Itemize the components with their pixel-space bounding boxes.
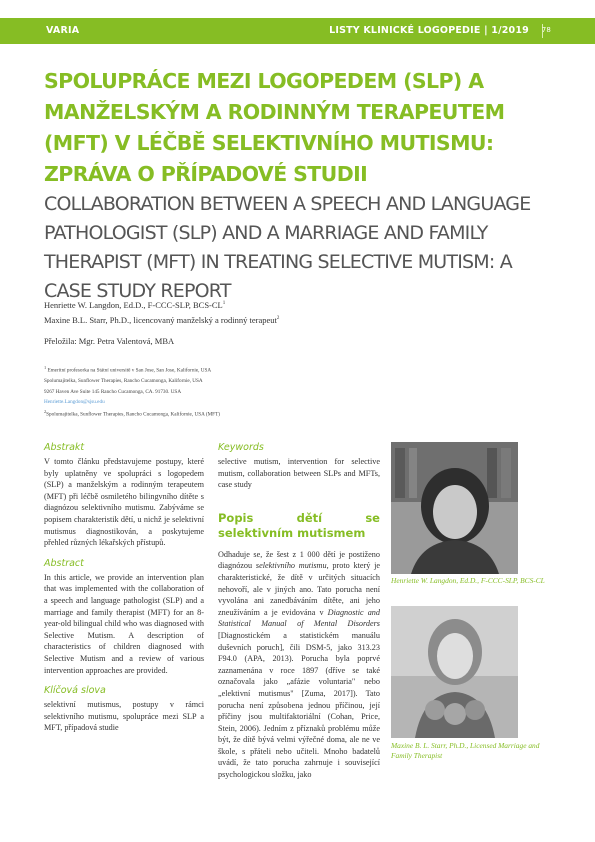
title-czech: SPOLUPRÁCE MEZI LOGOPEDEM (SLP) A MANŽELSKÝM A RODINNÝM TERAPEUTEM (MFT) V LÉČBĚ SELEKTIVNÍHO MUTISMU: ZPRÁVA O PŘÍPADOVÉ STUDII — [44, 69, 505, 186]
affiliation-address: 9267 Haven Ave Suite 145 Rancho Cucamonga, CA. 91730. USA — [44, 388, 182, 395]
klicova-text: selektivní mutismus, postupy v rámci selektivního mutismu, spolupráce mezi SLP a MFT, případová studie — [44, 700, 204, 733]
abstract-text: In this article, we provide an intervention plan that was implemented with the collaboration of a speech and language pathologist (SLP) and a marriage and family therapist (MFT) for an 8-year-old bilingual child who was diagnosed with Selective Mutism. A description of characteristics of children diagnosed with Selective Mutism and a review of various intervention approaches are provided. — [44, 572, 204, 675]
author-1: Henriette W. Langdon, Ed.D., F-CCC-SLP, BCS-$CL^1$ — [44, 299, 226, 310]
translator: Přeložila: Mgr. Petra Valentová, MBA — [44, 336, 175, 346]
affiliation-1: $^1$ Emeritní profesorka na Státní universitě v San Jose, San Jose, Kalifornie, USA — [44, 365, 212, 374]
keywords-heading: Keywords — [218, 442, 264, 453]
author-photo-starr — [391, 606, 518, 738]
caption-starr: Maxine B. L. Starr, Ph.D., Licensed Marriage and Family Therapist — [391, 741, 540, 761]
section-body: Odhaduje se, že šest z 1 000 dětí je postiženo diagnózou selektivního mutismu, proto který je charakteristické, že dítě v určitých situacích nehovoří, ale v jiných ano. Tato porucha není vyvolána ani zanedbáváním dítěte, ani jeho zneužíváním a je evidována v Diagnostic and Statistical Manual of Mental Disorders [Diagnostickém a statistickém manuálu duševních poruch], čili DSM-5, jako 313.23 F94.0 (APA, 2013). Porucha byla poprvé zaznamenána v roce 1897 (dříve se také označovala jako „afázie voluntaria" nebo „elektivní mutismus" [Zuma, 2017]). Tato porucha není způsobena jednou příčinou, její příčiny jsou multifaktoriální (Cohan, Price, Stein, 2006). Jedním z příznaků problému může být, že dítě bývá velmi výřečné doma, ale ne ve škole, s přáteli nebo učiteli. Mnoho badatelů uvádí, že tato porucha zahrnuje i související psychologickou složku, jako — [218, 549, 381, 780]
portrait-2-icon — [391, 606, 518, 738]
caption-langdon: Henriette W. Langdon, Ed.D., F-CCC-SLP, BCS-CL — [391, 576, 545, 585]
email-link[interactable]: Henriette.Langdon@sjsu.edu — [44, 398, 105, 405]
header-section: VARIA — [46, 25, 80, 36]
abstrakt-heading: Abstrakt — [44, 442, 85, 453]
page-number: 78 — [541, 26, 551, 34]
abstract-heading: Abstract — [44, 557, 84, 569]
left-column — [44, 442, 204, 743]
header-journal: LISTY KLINICKÉ LOGOPEDIE | 1/2019 — [329, 25, 529, 36]
header-bar — [0, 18, 595, 44]
klicova-heading: Klíčová slova — [44, 685, 106, 697]
middle-column — [218, 442, 380, 790]
section-heading: Popis dětí se selektivním mutismem — [218, 510, 380, 540]
portrait-1-icon — [391, 442, 518, 574]
author-photo-langdon — [391, 442, 518, 574]
affiliations — [44, 363, 544, 421]
affiliation-1b: Spolumajitelka, Sunflower Therapies, Rancho Cucamonga, Kalifornie, USA — [44, 378, 203, 385]
abstrakt-text: V tomto článku představujeme postupy, které byly uplatněny ve spolupráci s logopedem (SLP) a manželským a rodinným terapeutem (MFT) při léčbě osmiletého bilingvního dítěte s diagnózou selektivního mutismu. Zabýváme se popisem charakteristik dětí, u nichž je selektivní mutismus diagnostikován, a poskytujeme přehled různých lékařských přístupů. — [44, 457, 204, 548]
author-2: Maxine B.L. Starr, Ph.D., licencovaný manželský a rodinný terapeut$^2$ — [44, 314, 280, 325]
title-english: COLLABORATION BETWEEN A SPEECH AND LANGUAGE PATHOLOGIST (SLP) AND A MARRIAGE AND FAMILY THERAPIST (MFT) IN TREATING SELECTIVE MUTISM: A CASE STUDY REPORT — [44, 193, 531, 302]
affiliation-2: $^2$Spolumajitelka, Sunflower Therapies, Rancho Cucamonga, Kalifornie, USA (MFT) — [44, 409, 220, 419]
authors — [44, 297, 544, 327]
keywords-text: selective mutism, intervention for selective mutism, collaboration between SLPs and MFTs, case study — [218, 457, 380, 490]
